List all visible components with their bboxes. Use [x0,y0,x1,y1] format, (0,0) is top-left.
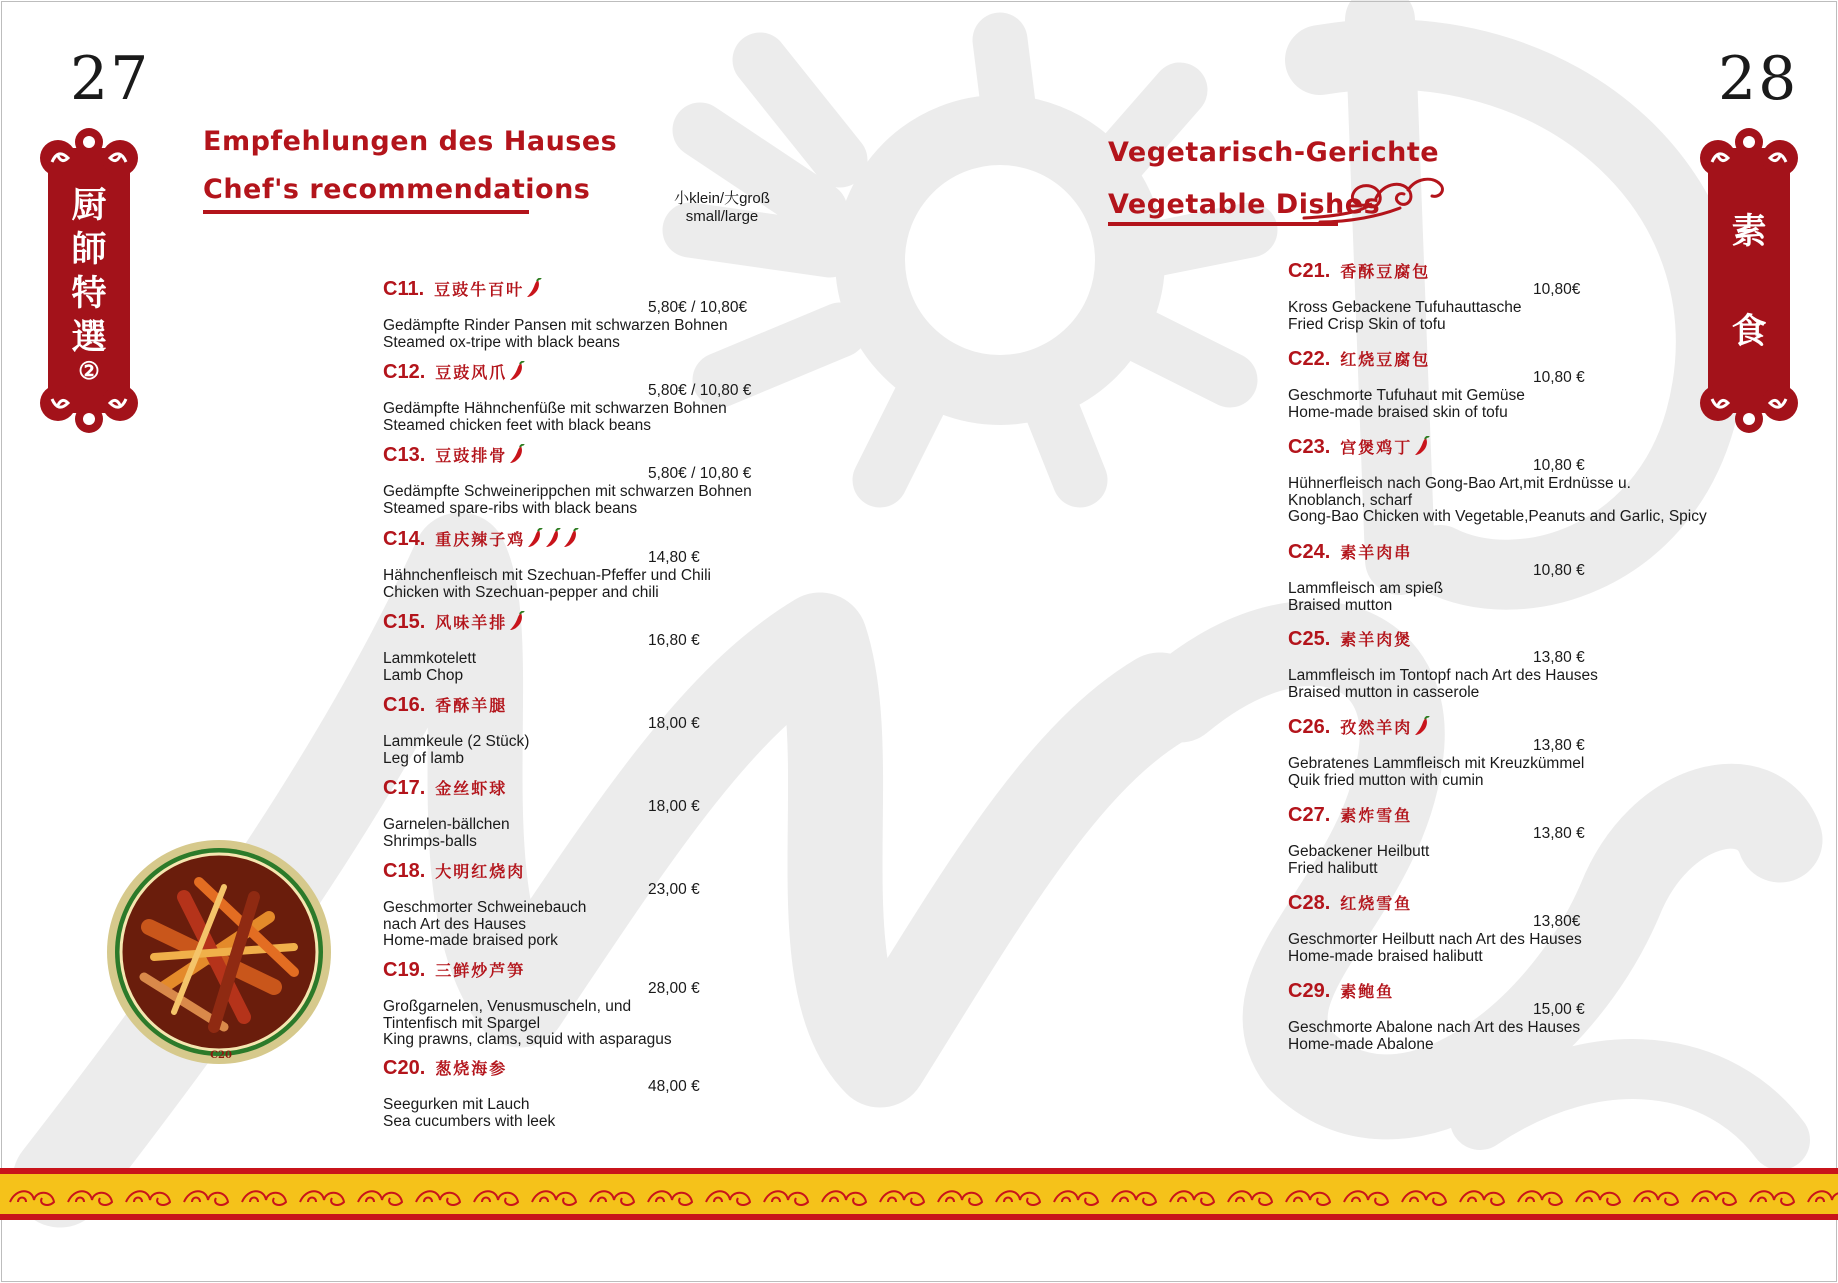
item-heading [383,610,863,635]
menu-item [1288,540,1768,614]
item-description-block [383,999,863,1049]
item-description: Gong-Bao Chicken with Vegetable,Peanuts and Garlic, Spicy [1288,508,1707,525]
item-code: C23. [1288,436,1331,458]
item-chinese-name: 金丝虾球 [435,779,508,798]
section-title-en-right: Vegetable Dishes [1108,189,1381,220]
item-price: 5,80€ / 10,80 € [648,465,752,482]
menu-item [383,277,863,351]
item-description-block [1288,932,1768,965]
item-description-block [383,568,863,601]
item-code: C22. [1288,348,1331,370]
item-chinese-name: 风味羊排 [435,613,508,632]
item-price: 10,80 € [1533,562,1585,579]
item-heading [1288,979,1768,1004]
item-heading [383,693,863,718]
item-description: Großgarnelen, Venusmuscheln, und [383,998,632,1015]
item-description: Knoblanch, scharf [1288,491,1413,509]
size-note-line2: small/large [685,208,759,225]
item-heading [383,958,863,983]
menu-item [1288,347,1768,421]
item-description: Gedämpfte Rinder Pansen mit schwarzen Bohnen [383,317,728,334]
banner-scroll-left [38,128,140,433]
item-heading [383,1056,863,1081]
menu-item [383,610,863,684]
item-heading [383,859,863,884]
item-heading [1288,891,1768,916]
item-chinese-name: 大明红烧肉 [435,862,526,881]
photo-caption: C20 [210,1050,232,1061]
item-chinese-name: 豆豉牛百叶 [434,280,525,299]
item-chinese-name: 豆豉排骨 [435,446,508,465]
item-description-block [1288,844,1768,877]
item-description: Kross Gebackene Tufuhauttasche [1288,299,1522,316]
item-heading [1288,627,1768,652]
banner-char: 素 [1731,211,1767,252]
item-description: Lammkeule (2 Stück) [383,733,530,750]
menu-item [383,360,863,434]
menu-item [383,443,863,517]
chili-pepper-icon [545,528,561,548]
item-price: 15,00 € [1533,1001,1585,1018]
item-heading [1288,803,1768,828]
item-description-block [383,900,863,950]
menu-item [383,693,863,767]
item-description: Geschmorter Heilbutt nach Art des Hauses [1288,931,1582,948]
section-title-de-right: Vegetarisch-Gerichte [1108,137,1440,168]
menu-item [383,958,863,1049]
item-description-block [383,1097,863,1130]
item-description-block [1288,300,1768,333]
cloud-ornament-icon [1300,168,1450,228]
item-description-block [1288,476,1768,526]
item-code: C18. [383,860,426,882]
item-chinese-name: 红烧雪鱼 [1340,894,1413,913]
item-code: C14. [383,528,426,550]
item-price: 14,80 € [648,549,700,566]
item-heading [1288,715,1768,740]
item-description: Gebratenes Lammfleisch mit Kreuzkümmel [1288,755,1585,772]
page-number-left: 27 [70,44,151,114]
item-description: Gedämpfte Schweinerippchen mit schwarzen Bohnen [383,483,752,500]
menu-item [383,859,863,950]
item-code: C16. [383,694,426,716]
section-title-de-left: Empfehlungen des Hauses [203,126,618,157]
chili-pepper-icon [527,528,543,548]
item-chinese-name: 素羊肉煲 [1340,630,1413,649]
banner-char: ② [78,356,100,385]
item-code: C19. [383,959,426,981]
menu-item [1288,259,1768,333]
item-chinese-name: 红烧豆腐包 [1340,350,1431,369]
item-heading [383,443,863,468]
item-chinese-name: 重庆辣子鸡 [435,530,526,549]
item-description: nach Art des Hauses [383,915,527,933]
size-note-line1: 小klein/大groß [674,190,770,207]
item-chinese-name: 孜然羊肉 [1340,718,1413,737]
banner-char: 厨 [71,185,107,226]
item-description: Gebackener Heilbutt [1288,843,1430,860]
item-chinese-name: 宫煲鸡丁 [1340,438,1413,457]
menu-item [1288,803,1768,877]
item-code: C21. [1288,260,1331,282]
banner-char: 師 [71,229,107,270]
chili-pepper-icon [1414,716,1430,736]
item-heading [383,776,863,801]
item-price: 10,80€ [1533,281,1581,298]
item-heading [383,527,863,552]
item-description: Steamed chicken feet with black beans [383,416,651,434]
item-code: C29. [1288,980,1331,1002]
item-description-block [1288,756,1768,789]
title-underline-left [203,210,529,214]
decorative-cloud-border [0,1168,1838,1220]
item-price: 23,00 € [648,881,700,898]
item-description-block [1288,668,1768,701]
item-chinese-name: 素鲍鱼 [1340,982,1395,1001]
item-price: 13,80 € [1533,737,1585,754]
item-description: King prawns, clams, squid with asparagus [383,1031,672,1048]
item-description: Fried Crisp Skin of tofu [1288,315,1446,333]
chili-pepper-icon [1414,436,1430,456]
item-description-block [383,817,863,850]
item-description: Garnelen-bällchen [383,816,510,833]
item-price: 10,80 € [1533,457,1585,474]
item-heading [1288,435,1768,460]
menu-item [1288,627,1768,701]
item-description: Seegurken mit Lauch [383,1096,530,1113]
dish-photo-c20 [104,837,334,1067]
menu-item [1288,891,1768,965]
item-description: Hähnchenfleisch mit Szechuan-Pfeffer und Chili [383,567,711,584]
item-heading [1288,540,1768,565]
item-price: 48,00 € [648,1078,700,1095]
item-price: 13,80€ [1533,913,1581,930]
item-description: Braised mutton in casserole [1288,683,1480,701]
item-description: Home-made Abalone [1288,1035,1434,1053]
item-code: C15. [383,611,426,633]
item-chinese-name: 素炸雪鱼 [1340,806,1413,825]
chili-pepper-icon [563,528,579,548]
chili-pepper-icon [509,444,525,464]
item-heading [1288,259,1768,284]
item-description: Geschmorte Abalone nach Art des Hauses [1288,1019,1581,1036]
item-description: Quik fried mutton with cumin [1288,771,1484,789]
item-heading [383,277,863,302]
item-price: 28,00 € [648,980,700,997]
size-note [660,190,784,226]
item-chinese-name: 素羊肉串 [1340,543,1413,562]
section-title-en-left: Chef's recommendations [203,174,591,205]
item-description: Sea cucumbers with leek [383,1112,556,1130]
item-description: Lamb Chop [383,666,464,684]
banner-char: 食 [1731,311,1767,352]
item-code: C20. [383,1057,426,1079]
chili-pepper-icon [509,611,525,631]
item-description-block [1288,388,1768,421]
item-price: 16,80 € [648,632,700,649]
menu-item [1288,979,1768,1053]
item-code: C17. [383,777,426,799]
item-description-block [1288,581,1768,614]
chili-pepper-icon [509,361,525,381]
banner-char: 特 [71,273,107,314]
item-code: C27. [1288,804,1331,826]
item-price: 13,80 € [1533,825,1585,842]
item-code: C12. [383,361,426,383]
item-price: 10,80 € [1533,369,1585,386]
item-code: C24. [1288,541,1331,563]
item-description: Shrimps-balls [383,832,477,850]
item-description-block [383,651,863,684]
item-price: 5,80€ / 10,80 € [648,382,752,399]
item-description: Lammfleisch im Tontopf nach Art des Hauses [1288,667,1598,684]
chili-pepper-icon [526,278,542,298]
item-description: Steamed spare-ribs with black beans [383,499,638,517]
menu-item [1288,435,1768,526]
item-code: C11. [383,278,425,300]
item-description: Hühnerfleisch nach Gong-Bao Art,mit Erdnüsse u. [1288,475,1631,492]
banner-char: 選 [71,317,107,358]
menu-item [383,1056,863,1130]
item-description: Home-made braised halibutt [1288,947,1483,965]
item-code: C13. [383,444,426,466]
item-chinese-name: 葱烧海参 [435,1059,508,1078]
item-code: C26. [1288,716,1331,738]
item-description: Fried halibutt [1288,859,1378,877]
item-price: 5,80€ / 10,80€ [648,299,748,316]
item-description: Home-made braised skin of tofu [1288,403,1508,421]
item-description-block [383,484,863,517]
item-code: C25. [1288,628,1331,650]
item-chinese-name: 豆豉风爪 [435,363,508,382]
item-description-block [383,734,863,767]
page-number-right: 28 [1718,44,1799,114]
menu-item [1288,715,1768,789]
item-description: Tintenfisch mit Spargel [383,1014,541,1032]
item-description: Geschmorte Tufuhaut mit Gemüse [1288,387,1525,404]
item-chinese-name: 香酥豆腐包 [1340,262,1431,281]
item-description-block [383,401,863,434]
item-description: Geschmorter Schweinebauch [383,899,587,916]
item-heading [383,360,863,385]
item-price: 18,00 € [648,798,700,815]
menu-item [383,527,863,601]
item-chinese-name: 三鲜炒芦笋 [435,961,526,980]
item-description: Braised mutton [1288,596,1393,614]
item-description: Leg of lamb [383,749,464,767]
menu-item [383,776,863,850]
item-chinese-name: 香酥羊腿 [435,696,508,715]
item-description: Home-made braised pork [383,932,558,949]
item-description: Gedämpfte Hähnchenfüße mit schwarzen Bohnen [383,400,727,417]
item-description: Chicken with Szechuan-pepper and chili [383,583,659,601]
item-heading [1288,347,1768,372]
item-price: 18,00 € [648,715,700,732]
item-description: Lammfleisch am spieß [1288,580,1444,597]
item-description-block [1288,1020,1768,1053]
item-description: Steamed ox-tripe with black beans [383,333,620,351]
item-code: C28. [1288,892,1331,914]
item-description-block [383,318,863,351]
item-description: Lammkotelett [383,650,477,667]
item-price: 13,80 € [1533,649,1585,666]
